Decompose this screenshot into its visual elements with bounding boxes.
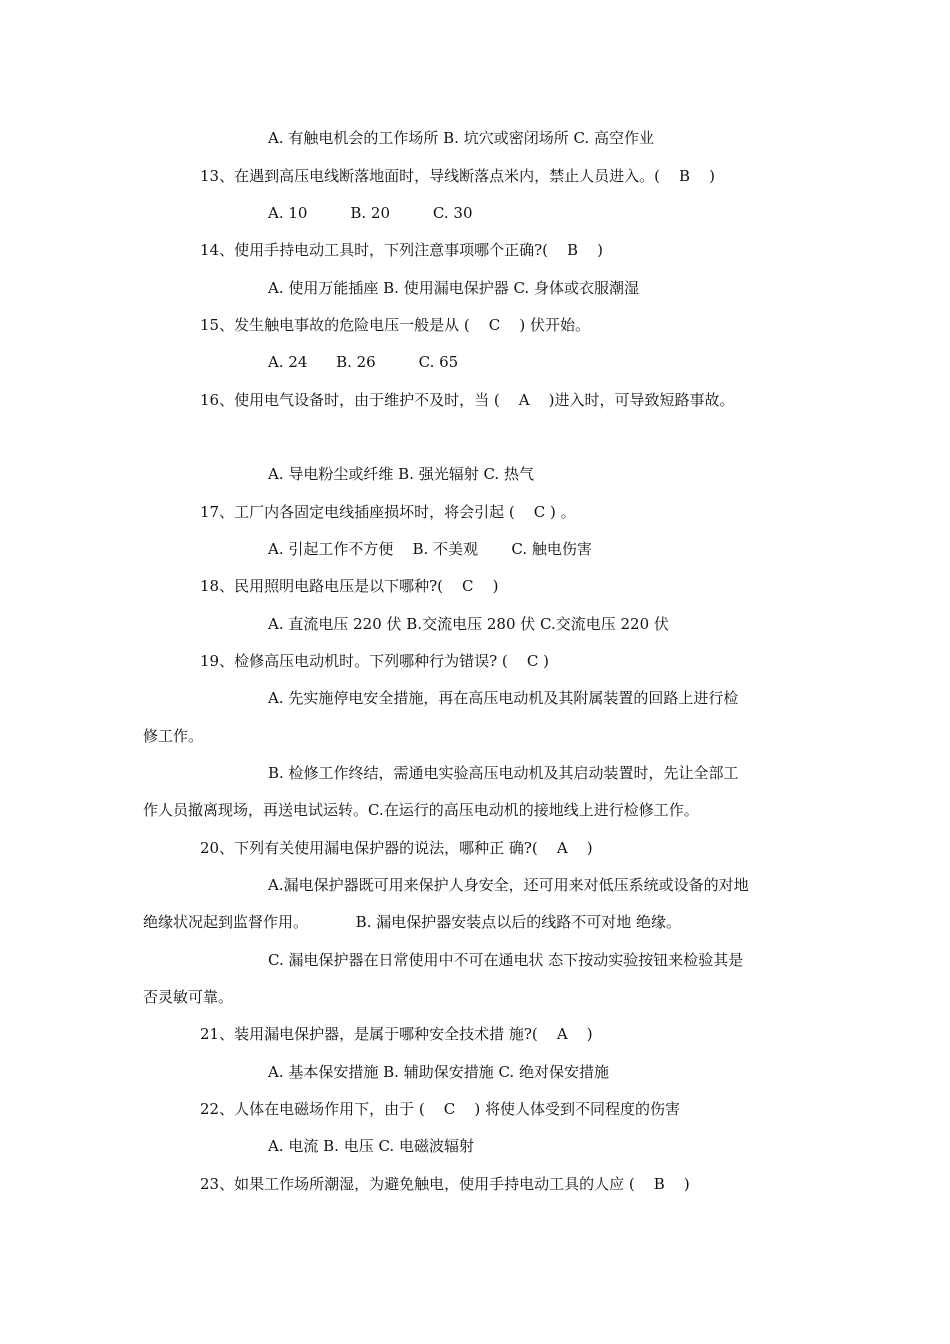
question-23: 23、如果工作场所潮湿，为避免触电，使用手持电动工具的人应 ( B ) bbox=[200, 1175, 690, 1193]
question-20: 20、下列有关使用漏电保护器的说法，哪种正 确?( A ) bbox=[200, 839, 593, 857]
option-20-c: C. 漏电保护器在日常使用中不可在通电状 态下按动实验按钮来检验其是 bbox=[268, 951, 744, 969]
option-line-16: A. 导电粉尘或纤维 B. 强光辐射 C. 热气 bbox=[268, 465, 534, 483]
question-13: 13、在遇到高压电线断落地面时，导线断落点米内，禁止人员进入。( B ) bbox=[200, 167, 715, 185]
option-line-15: A. 24 B. 26 C. 65 bbox=[268, 353, 459, 371]
option-20-a: A.漏电保护器既可用来保护人身安全，还可用来对低压系统或设备的对地 bbox=[268, 876, 749, 894]
question-14: 14、使用手持电动工具时，下列注意事项哪个正确?( B ) bbox=[200, 241, 604, 259]
option-19-b-cont: 作人员撤离现场，再送电试运转。C.在运行的高压电动机的接地线上进行检修工作。 bbox=[143, 801, 699, 819]
question-21: 21、装用漏电保护器，是属于哪种安全技术措 施?( A ) bbox=[200, 1025, 593, 1043]
question-15: 15、发生触电事故的危险电压一般是从 ( C ) 伏开始。 bbox=[200, 316, 590, 334]
question-19: 19、检修高压电动机时。下列哪种行为错误? ( C ) bbox=[200, 652, 549, 670]
question-17: 17、工厂内各固定电线插座损坏时，将会引起 ( C ) 。 bbox=[200, 503, 576, 521]
question-16: 16、使用电气设备时，由于维护不及时，当 ( A )进入时，可导致短路事故。 bbox=[200, 391, 735, 409]
question-18: 18、民用照明电路电压是以下哪种?( C ) bbox=[200, 577, 499, 595]
option-line-18: A. 直流电压 220 伏 B.交流电压 280 伏 C.交流电压 220 伏 bbox=[268, 615, 669, 633]
option-line-13: A. 10 B. 20 C. 30 bbox=[268, 204, 473, 222]
option-line-12: A. 有触电机会的工作场所 B. 坑穴或密闭场所 C. 高空作业 bbox=[268, 129, 654, 147]
question-22: 22、人体在电磁场作用下，由于 ( C ) 将使人体受到不同程度的伤害 bbox=[200, 1100, 680, 1118]
option-line-17: A. 引起工作不方便 B. 不美观 C. 触电伤害 bbox=[268, 540, 592, 558]
option-20-c-cont: 否灵敏可靠。 bbox=[143, 988, 234, 1006]
option-20-a-cont: 绝缘状况起到监督作用。 B. 漏电保护器安装点以后的线路不可对地 绝缘。 bbox=[143, 913, 682, 931]
option-19-a: A. 先实施停电安全措施，再在高压电动机及其附属装置的回路上进行检 bbox=[268, 689, 739, 707]
option-line-14: A. 使用万能插座 B. 使用漏电保护器 C. 身体或衣服潮湿 bbox=[268, 279, 639, 297]
option-line-21: A. 基本保安措施 B. 辅助保安措施 C. 绝对保安措施 bbox=[268, 1063, 609, 1081]
option-19-b: B. 检修工作终结，需通电实验高压电动机及其启动装置时，先让全部工 bbox=[268, 764, 739, 782]
option-line-22: A. 电流 B. 电压 C. 电磁波辐射 bbox=[268, 1137, 474, 1155]
option-19-a-cont: 修工作。 bbox=[143, 727, 204, 745]
